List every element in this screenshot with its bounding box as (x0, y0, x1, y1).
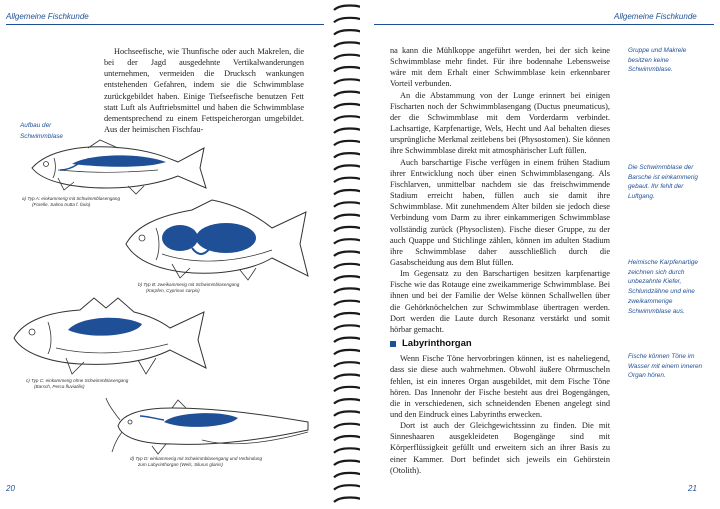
heading-square-marker (390, 341, 396, 347)
figure-title-line: Aufbau der (20, 122, 52, 129)
running-head-left: Allgemeine Fischkunde (6, 12, 89, 21)
left-body-text (104, 46, 304, 135)
caption-catfish (130, 456, 262, 468)
section-heading-text: Labyrinthorgan (402, 338, 472, 350)
caption-line: (Forelle, Salmo trutta f. fario) (32, 202, 91, 208)
caption-perch (26, 378, 128, 390)
caption-line: c) Typ C: einkammerig ohne Schwimmblasengang (26, 378, 129, 383)
running-head-right: Allgemeine Fischkunde (614, 12, 697, 21)
page-number-right: 21 (688, 484, 697, 493)
figure-title (20, 120, 63, 142)
caption-trout (22, 196, 120, 208)
caption-line: zum Labyrinthorgan (Wels, Silurus glanis) (138, 462, 223, 468)
right-body-text (390, 45, 610, 476)
swim-bladder-rear-chamber (196, 223, 256, 253)
margin-note-4: Fische können Töne im Wasser mit einem inneren Organ hören. (628, 353, 703, 380)
margin-note-2: Die Schwimmblase der Barsche ist einkammerig gebaut. Ihr fehlt der Luftgang. (628, 164, 698, 201)
running-head-rule-right (374, 24, 714, 25)
right-page (360, 0, 720, 509)
right-paragraph: Dort ist auch der Gleichgewichtssinn zu finden. Die mit Sinneshaaren ausgekleideten Bogengänge sind mit Körperflüssigkeit gefüllt und erweitern sich an ihrer Basis zu einer Kammer. Dort befindet sich jeweils ein Gehörstein (Otolith). (390, 421, 610, 475)
page-number-left: 20 (6, 484, 15, 493)
left-paragraph: Hochseefische, wie Thunfische oder auch Makrelen, die bei der Jagd ausgedehnte Vertikalwanderungen unternehmen, vermeiden die Drucksch wankungen entstehenden Gefahren, indem sie die Schwimmblase zurückgebildet haben. Einige Tiefseefische benutzen Fett statt Luft als Auftriebsmittel und haben die Schwimmblase dementsprechend zu einem Fettspeicherorgan umgebildet. Aus der heimischen Fischfau- (104, 47, 304, 135)
swim-bladder (68, 318, 142, 336)
swim-bladder (164, 413, 238, 427)
fish-trout-illustration (28, 140, 208, 196)
caption-carp (138, 282, 239, 294)
swim-bladder (72, 155, 166, 166)
right-paragraph: An die Abstammung von der Lunge erinnert bei einigen Fischarten noch der Schwimmblasengang (Ductus pneumaticus), der die Schwimmblase mit dem Vorderdarm verbindet. Lachsartige, Karpfenartige, Wels, Hecht und Aal behalten dieses ursprüngliche Merkmal zeitlebens bei (Physostomen). Sie können ihre Schwimmblase direkt mit atmosphärischer Luft füllen. (390, 90, 610, 156)
fish-perch-illustration (10, 294, 210, 378)
section-heading-labyrinthorgan (390, 338, 610, 349)
right-paragraph: Auch barschartige Fische verfügen in einem frühen Stadium ihrer Entwicklung noch über einen Schwimmblasengang. Als Fischlarven, unmittelbar nachdem sie das freischwimmende Stadium erreicht haben, füllen auch sie damit ihre Schwimmblase. Mit zunehmendem Alter bilden sie jedoch diese Verbindung vom Darm zu ihrer einkammerigen Schwimmblase vollständig zurück (Physoclisten). Fische dieser Gruppe, zu der auch Quappe und Stichlinge zählen, können im adulten Stadium ihre Schwimmblase daher ausschließlich durch die Gasabscheidung aus dem Blut füllen. (390, 157, 610, 267)
caption-line: (Barsch, Perca fluviatilis) (34, 384, 85, 390)
right-paragraph: Wenn Fische Töne hervorbringen können, ist es naheliegend, dass sie diese auch wahrnehmen. Obwohl äußere Ohrmuscheln fehlen, ist ein inneres Organ ausgebildet, mit dem Fische Töne hören. Das Innenohr der Fische besteht aus drei Bogengängen, die in verschiedenen, sich schneidenden Ebenen angelegt sind und den Eindruck eines Labyrinths erwecken. (390, 354, 610, 419)
caption-line: d) Typ D: einkammerig mit Schwimmblasengang und Verbindung (130, 456, 263, 461)
left-page (0, 0, 340, 509)
margin-note-3: Heimische Karpfenartige zeichnen sich durch unbezahnte Kiefer, Schlundzähne und eine zweikammerige Schwimmblase aus. (628, 259, 698, 315)
right-paragraph: Im Gegensatz zu den Barschartigen besitzen karpfenartige Fische wie das Rotauge eine zweikammerige Schwimmblase. Bei ihnen und bei der Familie der Welse können Schallwellen über die Gehörknöchelchen zur Schwimmblase übertragen werden. Dort werden die Laute durch Resonanz verstärkt und somit hörbar gemacht. (390, 269, 610, 334)
fish-carp-illustration (122, 198, 312, 282)
figure-title-line: Schwimmblase (20, 133, 63, 140)
caption-line: b) Typ B: zweikammerig mit Schwimmblasengang (138, 282, 240, 287)
right-paragraph: na kann die Mühlkoppe angeführt werden, bei der sich keine Schwimmblase mehr findet. Für ihre bodennahe Lebensweise wäre mit dem Erhalt einer Schwimmblase kein erkennbarer Vorteil verbunden. (390, 46, 610, 89)
swim-bladder-front-chamber (162, 225, 198, 251)
fish-catfish-illustration (112, 396, 312, 456)
margin-note-1: Gruppe und Makrele besitzen keine Schwimmblase. (628, 47, 687, 74)
caption-line: a) Typ A: einkammerig mit Schwimmblasengang (22, 196, 121, 201)
caption-line: (Karpfen, Cyprinus carpio) (146, 288, 200, 294)
running-head-rule-left (6, 24, 324, 25)
